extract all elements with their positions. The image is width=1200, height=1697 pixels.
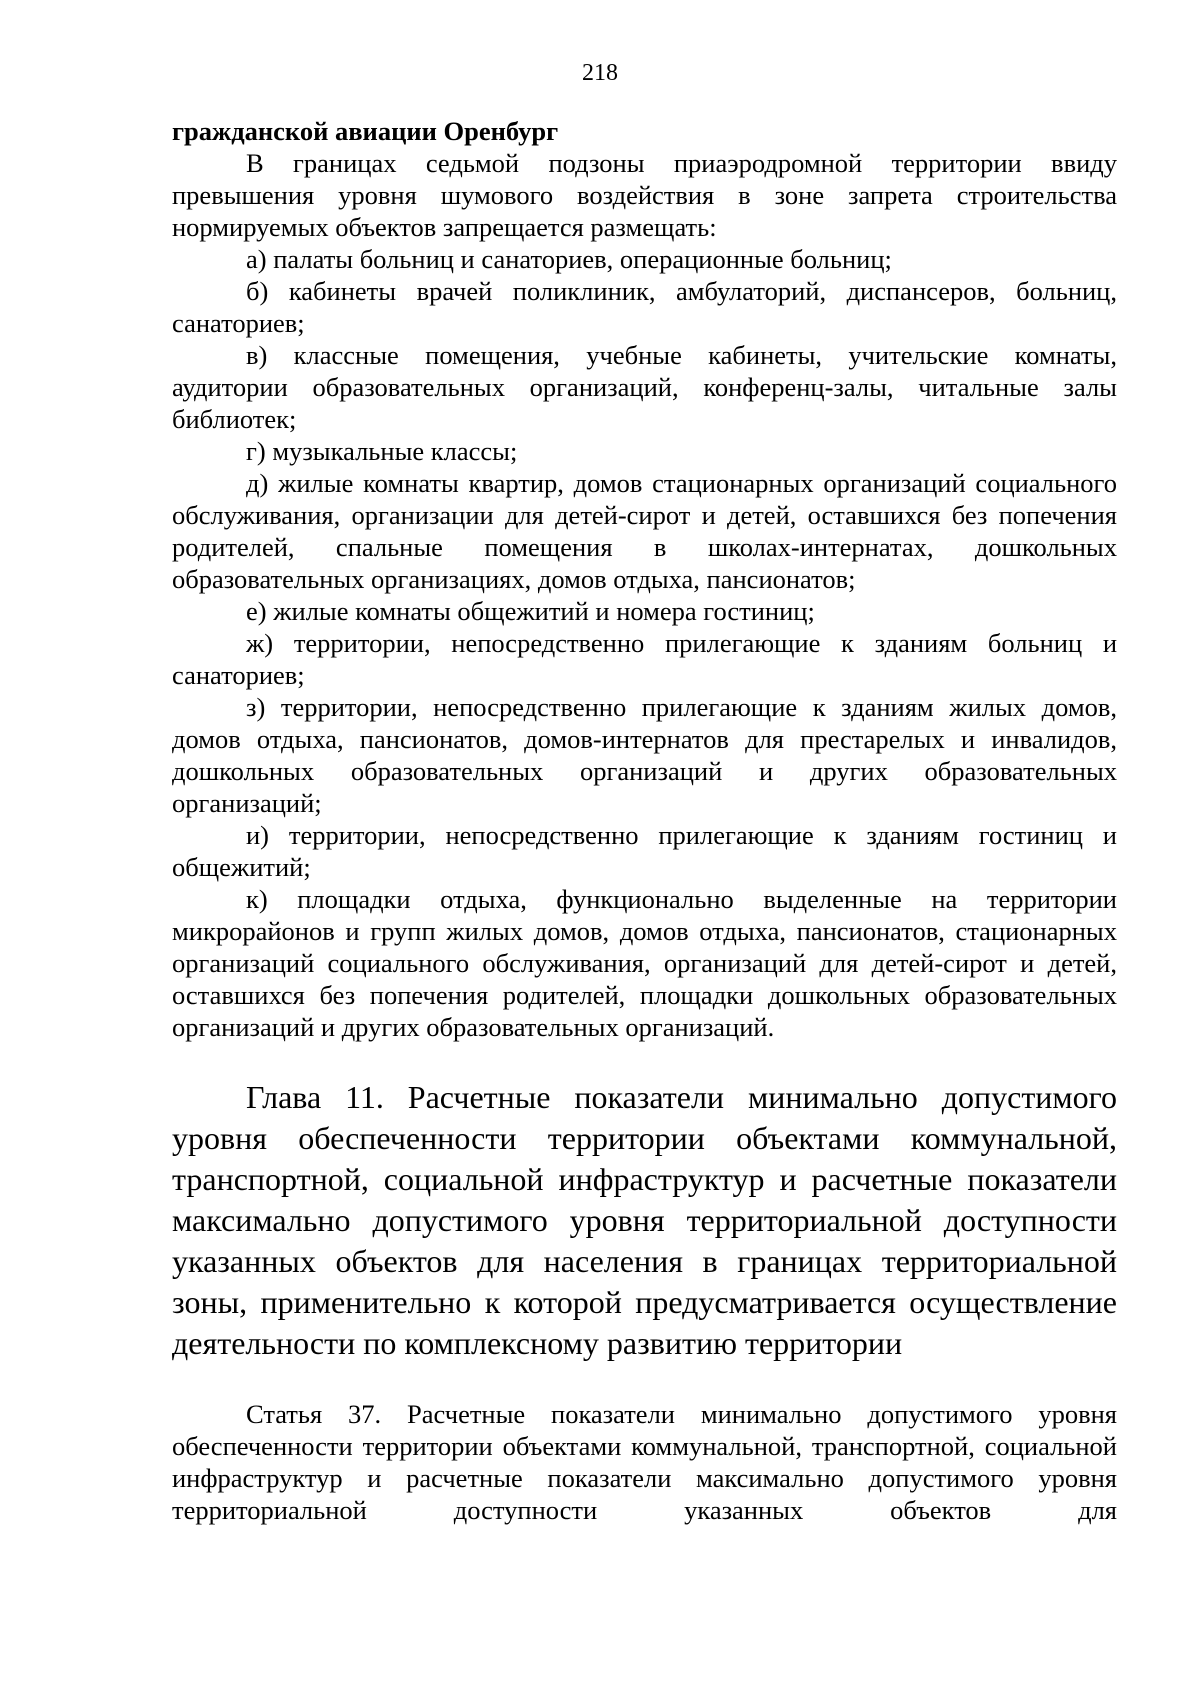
list-item-i: и) территории, непосредственно прилегающие к зданиям гостиниц и общежитий; (172, 820, 1117, 882)
list-item-z: з) территории, непосредственно прилегающие к зданиям жилых домов, домов отдыха, пансионатов, домов-интернатов для престарелых и инвалидов, дошкольных образовательных организаций и других образовательных организаций; (172, 692, 1117, 818)
list-item-zh: ж) территории, непосредственно прилегающие к зданиям больниц и санаториев; (172, 628, 1117, 690)
list-item-e: е) жилые комнаты общежитий и номера гостиниц; (246, 596, 815, 626)
list-item-d: д) жилые комнаты квартир, домов стационарных организаций социального обслуживания, организации для детей-сирот и детей, оставшихся без попечения родителей, спальные помещения в школах-интернатах, дошкольных образовательных организациях, домов отдыха, пансионатов; (172, 468, 1117, 594)
chapter-heading: Глава 11. Расчетные показатели минимально допустимого уровня обеспеченности территории объектами коммунальной, транспортной, социальной инфраструктур и расчетные показатели максимально допустимого уровня территориальной доступности указанных объектов для населения в границах территориальной зоны, применительно к которой предусматривается осуществление деятельности по комплексному развитию территории (172, 1079, 1117, 1361)
list-item-v: в) классные помещения, учебные кабинеты, учительские комнаты, аудитории образовательных организаций, конференц-залы, читальные залы библиотек; (172, 340, 1117, 434)
heading-continuation: гражданской авиации Оренбург (172, 116, 559, 146)
list-item-g: г) музыкальные классы; (246, 436, 518, 466)
page-number: 218 (582, 60, 618, 86)
intro-paragraph: В границах седьмой подзоны приаэродромной территории ввиду превышения уровня шумового воздействия в зоне запрета строительства нормируемых объектов запрещается размещать: (172, 148, 1117, 242)
document-body (172, 115, 1117, 1553)
article-heading: Статья 37. Расчетные показатели минимально допустимого уровня обеспеченности территории объектами коммунальной, транспортной, социальной инфраструктур и расчетные показатели максимально допустимого уровня территориальной доступности указанных объектов для (172, 1399, 1117, 1525)
list-item-k: к) площадки отдыха, функционально выделенные на территории микрорайонов и групп жилых домов, домов отдыха, пансионатов, стационарных организаций социального обслуживания, организаций для детей-сирот и детей, оставшихся без попечения родителей, площадки дошкольных образовательных организаций и других образовательных организаций. (172, 884, 1117, 1042)
list-item-a: а) палаты больниц и санаториев, операционные больниц; (246, 244, 892, 274)
list-item-b: б) кабинеты врачей поликлиник, амбулаторий, диспансеров, больниц, санаториев; (172, 276, 1117, 338)
